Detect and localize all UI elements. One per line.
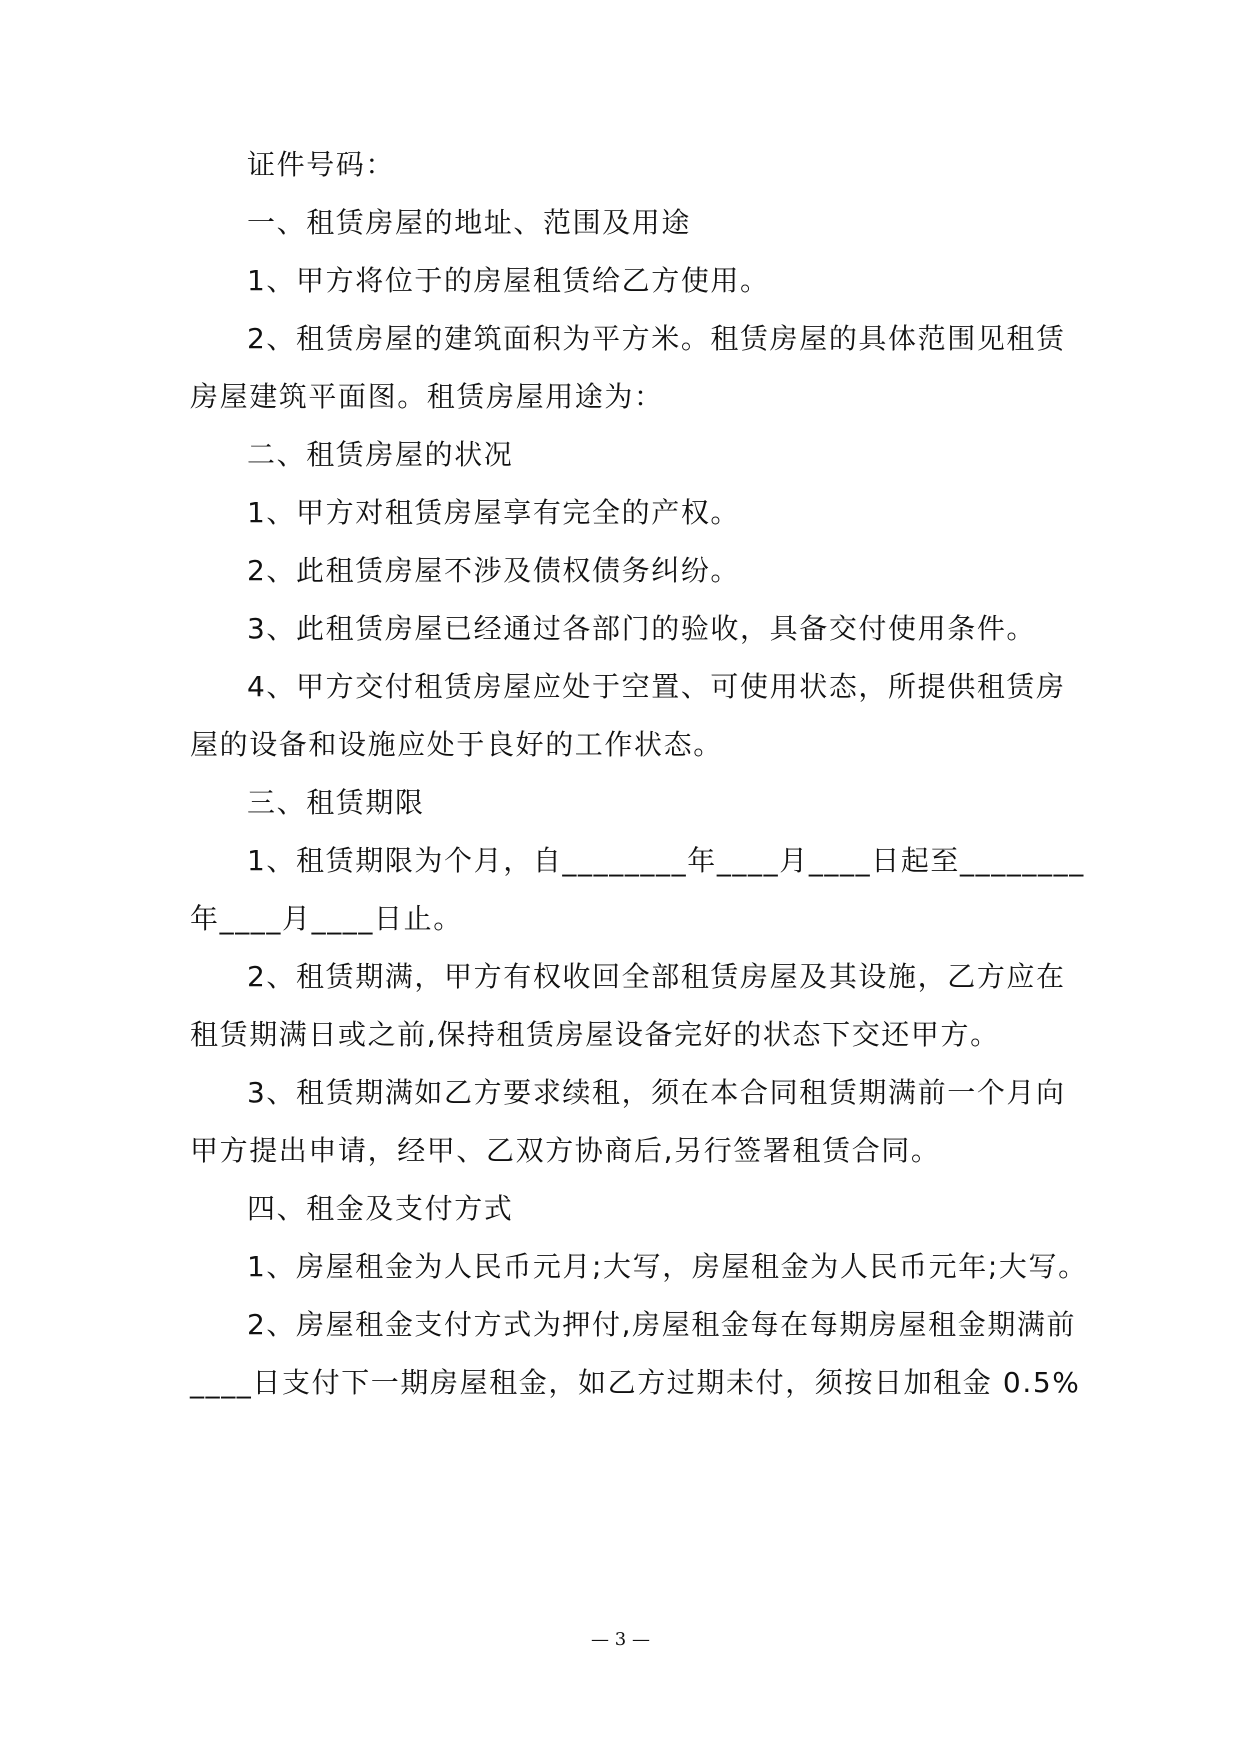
text-line: 租赁期满日或之前,保持租赁房屋设备完好的状态下交还甲方。	[190, 1018, 1000, 1051]
text-line: 4、甲方交付租赁房屋应处于空置、可使用状态，所提供租赁房	[247, 670, 1066, 703]
text-line: 屋的设备和设施应处于良好的工作状态。	[190, 728, 723, 761]
page-number: — 3 —	[591, 1629, 650, 1650]
text-line: 房屋建筑平面图。租赁房屋用途为：	[190, 380, 664, 413]
text-line: 1、租赁期限为个月，自________年____月____日起至________	[247, 844, 1085, 877]
text-line: 1、房屋租金为人民币元月;大写，房屋租金为人民币元年;大写。	[247, 1250, 1088, 1283]
text-line: ____日支付下一期房屋租金，如乙方过期未付，须按日加租金 0.5%	[190, 1366, 1081, 1399]
text-line: 证件号码：	[247, 148, 396, 181]
text-line: 2、此租赁房屋不涉及债权债务纠纷。	[247, 554, 741, 587]
section-heading: 二、租赁房屋的状况	[247, 438, 514, 471]
text-line: 甲方提出申请，经甲、乙双方协商后,另行签署租赁合同。	[190, 1134, 941, 1167]
text-line: 2、租赁期满，甲方有权收回全部租赁房屋及其设施，乙方应在	[247, 960, 1066, 993]
text-line: 1、甲方对租赁房屋享有完全的产权。	[247, 496, 741, 529]
section-heading: 四、租金及支付方式	[247, 1192, 514, 1225]
section-heading: 三、租赁期限	[247, 786, 425, 819]
section-heading: 一、租赁房屋的地址、范围及用途	[247, 206, 692, 239]
text-line: 年____月____日止。	[190, 902, 463, 935]
text-line: 2、租赁房屋的建筑面积为平方米。租赁房屋的具体范围见租赁	[247, 322, 1066, 355]
text-line: 2、房屋租金支付方式为押付,房屋租金每在每期房屋租金期满前	[247, 1308, 1077, 1341]
text-line: 3、租赁期满如乙方要求续租，须在本合同租赁期满前一个月向	[247, 1076, 1066, 1109]
text-line: 3、此租赁房屋已经通过各部门的验收，具备交付使用条件。	[247, 612, 1037, 645]
text-line: 1、甲方将位于的房屋租赁给乙方使用。	[247, 264, 770, 297]
